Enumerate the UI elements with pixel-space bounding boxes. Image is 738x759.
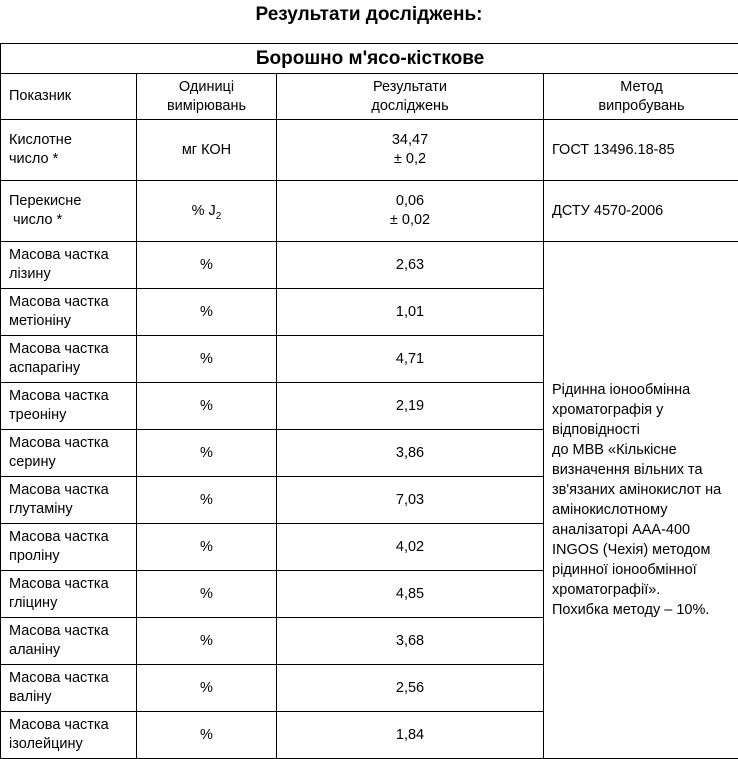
unit-cell: % [137,336,277,383]
result-cell: 7,03 [277,477,544,524]
indicator-line: Масова частка [9,716,128,735]
method-line: хроматографія у [552,400,731,420]
indicator-line: Масова частка [9,246,128,265]
page-title: Результати досліджень: [0,4,738,26]
indicator-line: треоніну [9,406,128,425]
indicator-cell [1,336,137,383]
method-line: аналізаторі ААА-400 [552,520,731,540]
indicator-line: Кислотне [9,131,128,150]
header-units-line: вимірювань [145,97,268,116]
method-line: амінокислотному [552,500,731,520]
indicator-line: Масова частка [9,622,128,641]
method-line: визначення вільних та [552,460,731,480]
result-cell: 2,19 [277,383,544,430]
indicator-line: аланіну [9,641,128,660]
method-line: рідинної іонообмінної [552,560,731,580]
indicator-line: Масова частка [9,575,128,594]
indicator-line: ізолейцину [9,735,128,754]
unit-cell: % [137,477,277,524]
unit-cell: % [137,524,277,571]
results-table [0,43,738,759]
indicator-line: Масова частка [9,528,128,547]
indicator-cell [1,571,137,618]
indicator-line: метіоніну [9,312,128,331]
indicator-cell [1,712,137,759]
result-cell: 4,02 [277,524,544,571]
result-cell: 1,84 [277,712,544,759]
indicator-line: аспарагіну [9,359,128,378]
indicator-line: Масова частка [9,434,128,453]
method-line: до МВВ «Кількісне [552,440,731,460]
indicator-line: гліцину [9,594,128,613]
method-line: хроматографії». [552,580,731,600]
result-cell [277,181,544,242]
header-results-line: Результати [285,78,535,97]
indicator-line: Масова частка [9,340,128,359]
indicator-cell [1,477,137,524]
header-method-line: Метод [552,78,731,97]
header-units-line: Одиниці [145,78,268,97]
indicator-cell [1,524,137,571]
indicator-cell [1,289,137,336]
unit-cell: % [137,618,277,665]
indicator-line: лізину [9,265,128,284]
table-row [1,181,738,242]
indicator-line: Перекисне [9,192,128,211]
method-line: відповідності [552,420,731,440]
product-name: Борошно м'ясо-кісткове [1,44,738,74]
indicator-line: проліну [9,547,128,566]
result-error: ± 0,2 [285,150,535,169]
indicator-line: Масова частка [9,481,128,500]
table-row [1,120,738,181]
unit-subscript: 2 [216,210,222,221]
result-cell: 2,56 [277,665,544,712]
header-method-line: випробувань [552,97,731,116]
method-cell: ГОСТ 13496.18-85 [544,120,738,181]
table-row [1,242,738,289]
indicator-line: Масова частка [9,387,128,406]
indicator-cell [1,618,137,665]
header-indicator: Показник [1,74,137,120]
indicator-line: серину [9,453,128,472]
indicator-cell [1,430,137,477]
unit-cell: % [137,571,277,618]
method-line: Рідинна іонообмінна [552,380,731,400]
header-units [137,74,277,120]
indicator-line: Масова частка [9,669,128,688]
indicator-line: глутаміну [9,500,128,519]
unit-cell: % [137,289,277,336]
method-cell: ДСТУ 4570-2006 [544,181,738,242]
unit-cell: мг КОН [137,120,277,181]
unit-cell: % [137,665,277,712]
result-cell: 4,85 [277,571,544,618]
result-cell: 2,63 [277,242,544,289]
method-line: INGOS (Чехія) методом [552,540,731,560]
result-cell: 1,01 [277,289,544,336]
result-error: ± 0,02 [285,211,535,230]
indicator-cell [1,120,137,181]
result-cell: 4,71 [277,336,544,383]
header-row [1,74,738,120]
unit-cell: % [137,430,277,477]
method-line: зв'язаних амінокислот на [552,480,731,500]
indicator-cell [1,242,137,289]
indicator-line: валіну [9,688,128,707]
indicator-cell [1,181,137,242]
indicator-line: Масова частка [9,293,128,312]
unit-cell [137,181,277,242]
indicator-cell [1,383,137,430]
indicator-cell [1,665,137,712]
indicator-line: число * [9,150,128,169]
unit-cell: % [137,242,277,289]
unit-cell: % [137,712,277,759]
header-results-line: досліджень [285,97,535,116]
header-method [544,74,738,120]
result-cell [277,120,544,181]
amino-method-cell [544,242,738,759]
result-cell: 3,68 [277,618,544,665]
indicator-line: число * [9,211,128,230]
unit-text: % J [192,203,216,219]
method-line: Похибка методу – 10%. [552,600,731,620]
result-cell: 3,86 [277,430,544,477]
result-value: 0,06 [285,192,535,211]
result-value: 34,47 [285,131,535,150]
unit-cell: % [137,383,277,430]
product-row [1,44,738,74]
header-results [277,74,544,120]
